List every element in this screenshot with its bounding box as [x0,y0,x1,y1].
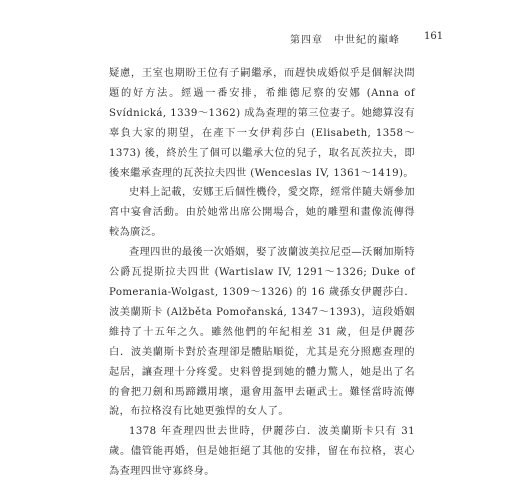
body-text [109,64,415,482]
paragraph-3: 查理四世的最後一次婚姻，娶了波蘭波美拉尼亞—沃爾加斯特公爵瓦提斯拉夫四世 (Wartislaw IV, 1291～1326; Duke of Pomerania-Wolgast, 1309～1326) 的 16 歲孫女伊麗莎白．波美蘭斯卡 (Alžběta Pomořanská, 1347～1393)，這段婚姻維持了十五年之久。雖然他們的年紀相差 31 歲，但是伊麗莎白．波美蘭斯卡對於查理卻是體貼順從，尤其是充分照應查理的起居，讓查理十分疼愛。史料曾提到她的體力驚人，她是出了名的會把刀劍和馬蹄鐵用壞，還會用盔甲去砸武士。難怪當時流傳說，布拉格沒有比她更強悍的女人了。 [109,247,415,418]
paragraph-1: 疑慮，王室也期盼王位有子嗣繼承，而趕快成婚似乎是個解決問題的好方法。經過一番安排，希維德尼察的安娜 (Anna of Svídnická, 1339～1362) 成為查理的第三位妻子。她總算沒有辜負大家的期望，在產下一女伊莉莎白 (Elisabeth, 1358～1373) 後，終於生了個可以繼承大位的兒子，取名瓦茨拉夫，即後來繼承查理的瓦茨拉夫四世 (Wenceslas IV, 1361～1419)。 [109,68,415,179]
chapter-title: 第四章 中世紀的巔峰 [290,35,400,46]
running-header [290,31,444,46]
paragraph-4: 1378 年查理四世去世時，伊麗莎白．波美蘭斯卡只有 31 歲。儘管能再婚，但是她拒絕了其他的安排，留在布拉格，衷心為查理四世守寡終身。 [109,426,415,478]
page-number: 161 [424,31,444,42]
paragraph-2: 史料上記載，安娜王后個性機伶，愛交際，經常伴隨夫婿參加宮中宴會活動。由於她常出席公開場合，她的雕塑和畫像流傳得較為廣泛。 [109,187,415,239]
